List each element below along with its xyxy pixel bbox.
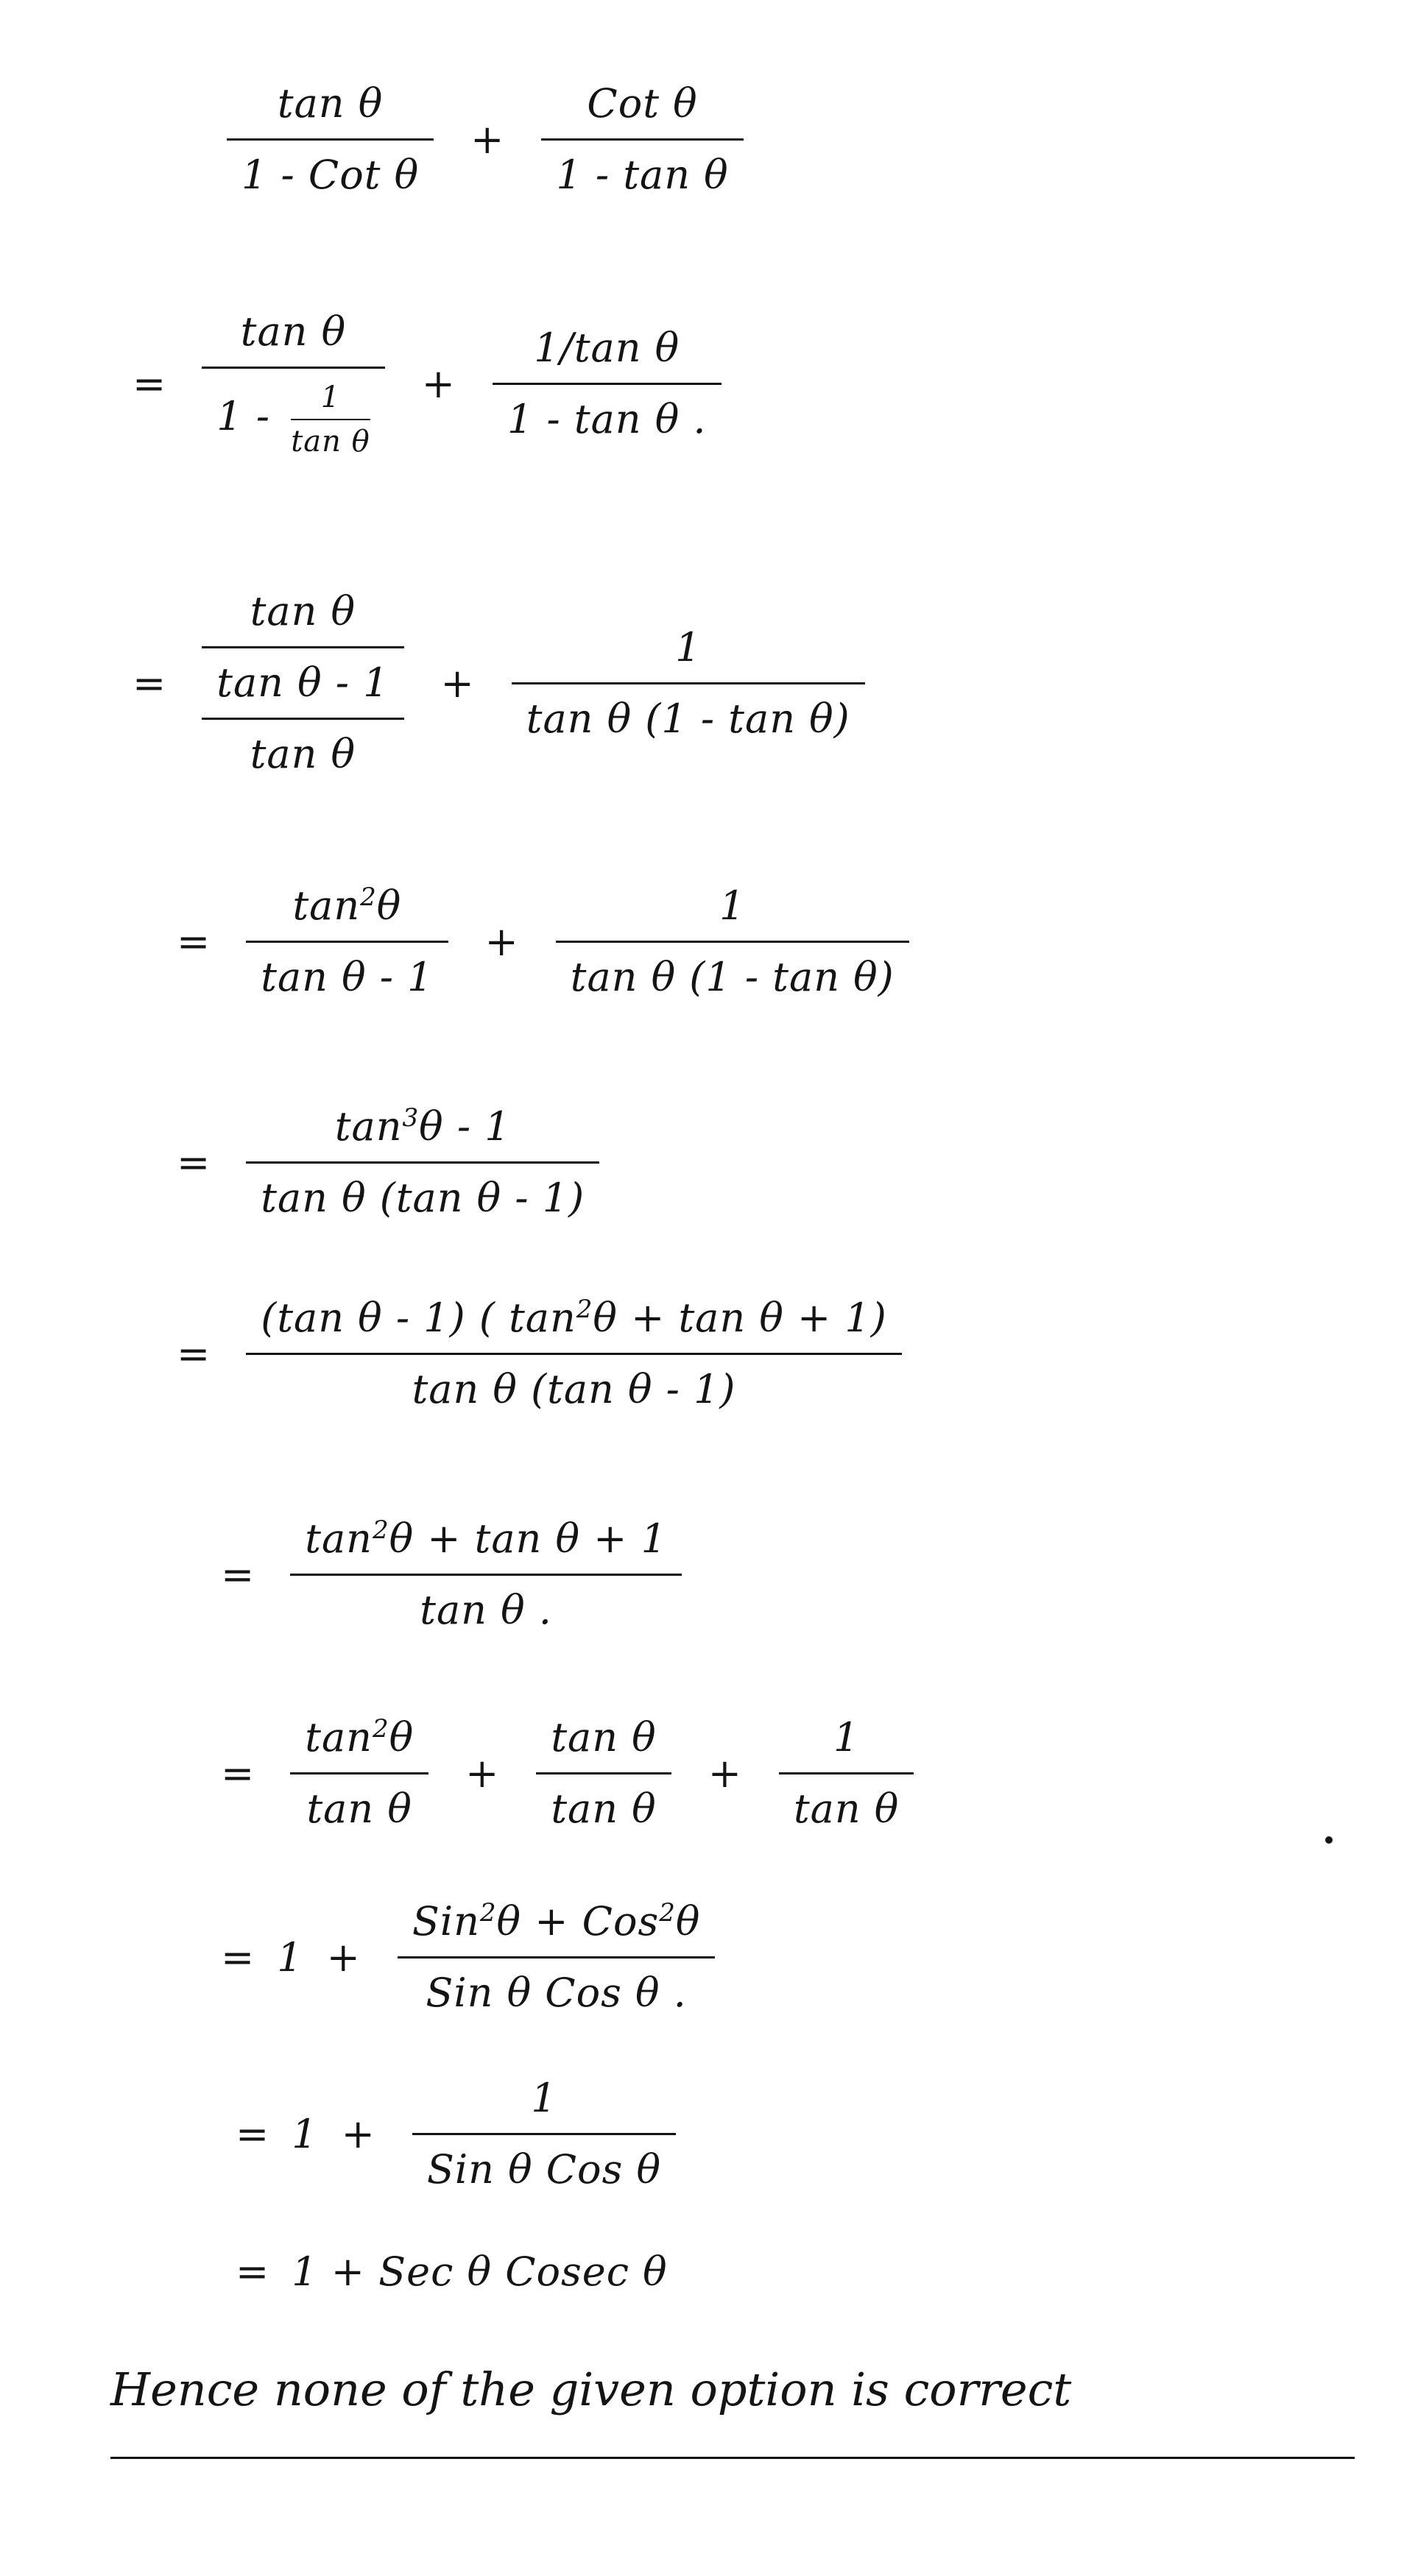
equals-sign: = [221, 1551, 255, 1599]
plus-sign: + [484, 919, 519, 966]
step-4 [177, 883, 923, 1000]
numerator: Sin$^2$θ + Cos$^2$θ [412, 1898, 701, 1945]
fraction-tan-squared [246, 883, 448, 1000]
numerator: $\tan^3\theta - 1$ [334, 1103, 511, 1150]
fraction-term-2 [536, 1715, 671, 1832]
fraction-sin-cos-identity [398, 1899, 715, 2016]
leading-term: 1 [277, 1934, 303, 1981]
fraction-cot-over-1-minus-tan [541, 81, 743, 198]
equals-sign: = [236, 2248, 270, 2295]
fraction-one-over-product [556, 883, 909, 1000]
equals-sign: = [221, 1934, 255, 1981]
denominator: tan θ (tan θ - 1) [261, 1175, 585, 1222]
fraction-tan-cubed [246, 1104, 599, 1221]
fraction-bar [202, 646, 403, 648]
numerator: 1 [833, 1714, 860, 1761]
denominator: tan θ . [420, 1587, 552, 1634]
step-6 [177, 1295, 915, 1412]
fraction-bar [493, 383, 722, 385]
inner-fraction-bar [291, 419, 370, 420]
fraction-bar [398, 1956, 715, 1958]
denominator: tan θ (1 - tan θ) [570, 954, 895, 1001]
denominator: tan θ [551, 1786, 657, 1833]
fraction-tan-over-compound [202, 309, 384, 459]
denominator: tan θ [793, 1786, 900, 1833]
numerator: $\tan^2\theta$ [305, 1714, 415, 1761]
fraction-bar [536, 1772, 671, 1774]
step-5 [177, 1104, 613, 1221]
step-9 [221, 1899, 728, 2016]
denominator: tan θ [306, 1786, 412, 1833]
numerator: Cot θ [587, 80, 698, 127]
denominator: 1 - tan θ [556, 152, 729, 199]
fraction-bar [202, 718, 403, 720]
middle-term: tan θ - 1 [216, 659, 389, 707]
plus-sign: + [465, 1750, 500, 1797]
plus-sign: + [421, 361, 456, 408]
fraction-bar [227, 138, 434, 141]
plus-sign: + [470, 116, 505, 163]
step-2 [133, 309, 735, 459]
leading-term: 1 [292, 2111, 318, 2158]
numerator: $\tan^2\theta + \tan \theta + 1$ [305, 1515, 667, 1562]
fraction-term-3 [779, 1715, 914, 1832]
conclusion-text: Hence none of the given option is correct [110, 2363, 1072, 2416]
fraction-bar [290, 1772, 428, 1774]
fraction-bar [246, 941, 448, 943]
denominator-lead: 1 - [216, 393, 271, 440]
fraction-term-1 [290, 1715, 428, 1832]
fraction-reciprocal-tan [493, 325, 722, 442]
equals-sign: = [177, 1139, 211, 1186]
numerator: 1 [675, 623, 702, 670]
numerator: 1 [531, 2075, 557, 2121]
equals-sign: = [177, 919, 211, 966]
numerator: $\tan^2\theta$ [292, 882, 402, 929]
fraction-bar [541, 138, 743, 141]
numerator: tan θ [240, 308, 347, 355]
plus-sign: + [341, 2111, 375, 2158]
step-7 [221, 1516, 695, 1633]
fraction-tan-over-1-minus-cot [227, 81, 434, 198]
stray-dot [1325, 1836, 1333, 1844]
fraction-simplified [290, 1516, 682, 1633]
fraction-bar [202, 367, 384, 369]
fraction-bar [412, 2133, 676, 2135]
plus-sign: + [326, 1934, 361, 1981]
denominator: Sin θ Cos θ . [426, 1970, 687, 2017]
fraction-one-over-product [512, 625, 865, 742]
plus-sign: + [708, 1750, 742, 1797]
fraction-one-over-sin-cos [412, 2076, 676, 2193]
denominator: tan θ (tan θ - 1) [412, 1366, 736, 1413]
fraction-bar [246, 1353, 902, 1355]
numerator: 1/tan θ [534, 324, 680, 371]
numerator: (tan θ - 1) ( $\tan^2\theta + \tan \theta + 1$) [261, 1295, 887, 1341]
step-10 [236, 2076, 689, 2193]
fraction-factored [246, 1295, 902, 1412]
conclusion-underline [110, 2457, 1355, 2459]
denominator: Sin θ Cos θ [426, 2146, 661, 2193]
compound-fraction [202, 589, 403, 777]
denominator: tan θ [250, 731, 356, 778]
fraction-bar [246, 1161, 599, 1164]
equals-sign: = [236, 2111, 270, 2158]
step-1 [214, 81, 757, 198]
numerator: 1 [719, 882, 746, 929]
denominator: 1 - tan θ . [507, 396, 707, 443]
fraction-bar [290, 1574, 682, 1576]
equals-sign: = [133, 659, 167, 707]
plus-sign: + [440, 659, 475, 707]
equals-sign: = [177, 1331, 211, 1378]
numerator: tan θ [551, 1714, 657, 1761]
inner-numerator: 1 [320, 381, 341, 415]
inner-denominator: tan θ [291, 425, 370, 459]
denominator: 1 - Cot θ [241, 152, 420, 199]
step-3 [133, 589, 878, 777]
numerator: tan θ [250, 588, 356, 634]
denominator: tan θ (1 - tan θ) [526, 695, 850, 742]
equals-sign: = [221, 1750, 255, 1797]
equals-sign: = [133, 361, 167, 408]
step-8 [221, 1715, 927, 1832]
fraction-bar [779, 1772, 914, 1774]
fraction-bar [556, 941, 909, 943]
inner-fraction [291, 381, 370, 459]
denominator: tan θ - 1 [261, 954, 434, 1001]
fraction-bar [512, 682, 865, 684]
numerator: tan θ [277, 80, 384, 127]
final-result: 1 + Sec θ Cosec θ [292, 2248, 668, 2295]
denominator [202, 381, 384, 459]
step-11 [236, 2248, 668, 2295]
